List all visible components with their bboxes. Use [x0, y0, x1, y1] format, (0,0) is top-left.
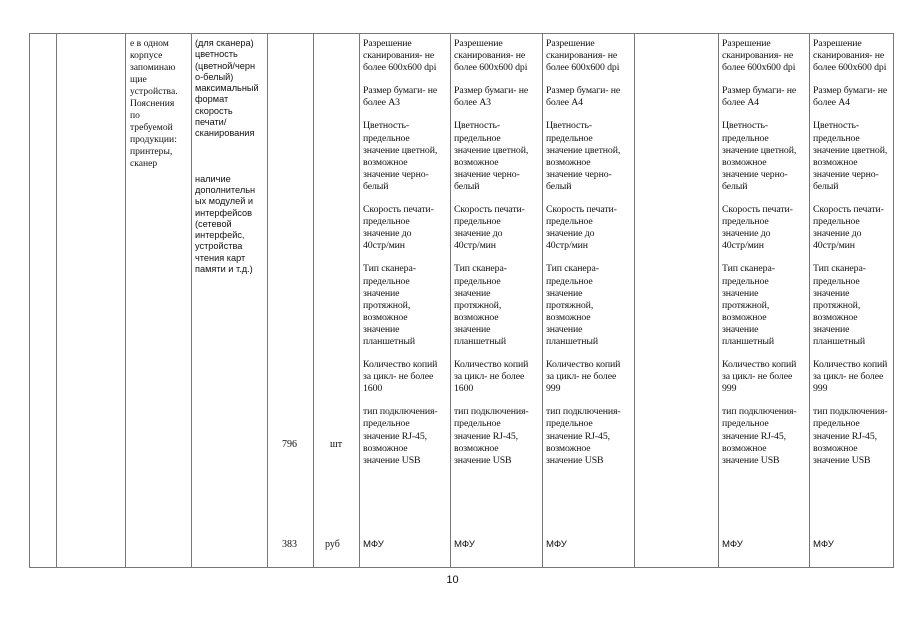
spec-item: Тип сканера- предельное значение протяжной, возможное значение планшетный [454, 263, 507, 347]
spec-item: тип подключения- предельное значение RJ-45, возможное значение USB [363, 406, 438, 466]
spec-item: Разрешение сканирования- не более 600x600 dpi [722, 38, 796, 74]
table-cell-empty [57, 34, 126, 568]
spec-column [810, 34, 894, 568]
spec-item: Размер бумаги- не более А3 [454, 85, 529, 109]
unit-cell [314, 34, 360, 568]
spec-item: Скорость печати- предельное значение до 40стр/мин [454, 204, 525, 252]
product-params-1: (для сканера) цветность (цветной/черн о-белый) максимальный формат скорость печати/ сканирования [195, 38, 259, 139]
spec-product-type: МФУ [454, 539, 475, 550]
spec-item: Скорость печати- предельное значение до 40стр/мин [722, 204, 793, 252]
spec-item: Тип сканера- предельное значение протяжной, возможное значение планшетный [722, 263, 775, 347]
spec-product-type: МФУ [813, 539, 834, 550]
spec-item: тип подключения- предельное значение RJ-45, возможное значение USB [454, 406, 529, 466]
spec-item: Цветность- предельное значение цветной, возможное значение черно- белый [813, 120, 888, 192]
product-description-cell [126, 34, 192, 568]
table-row [30, 34, 894, 568]
spec-product-type: МФУ [546, 539, 567, 550]
spec-column [635, 34, 719, 568]
spec-item: Скорость печати- предельное значение до 40стр/мин [813, 204, 884, 252]
spec-item: Разрешение сканирования- не более 600x600 dpi [363, 38, 437, 74]
spec-item: Количество копий за цикл- не более 999 [546, 359, 621, 395]
spec-item: Цветность- предельное значение цветной, возможное значение черно- белый [454, 120, 529, 192]
okei-code-cell [268, 34, 314, 568]
spec-item: Количество копий за цикл- не более 1600 [454, 359, 529, 395]
spec-item: Цветность- предельное значение цветной, возможное значение черно- белый [363, 120, 438, 192]
okei-code-1: 796 [282, 439, 297, 450]
product-description: е в одном корпусе запоминаю щие устройства. Пояснения по требуемой продукции: принтеры, сканер [130, 38, 178, 169]
specification-table [29, 33, 894, 568]
unit-2: руб [325, 539, 340, 550]
unit-1: шт [330, 439, 343, 450]
spec-item: Разрешение сканирования- не более 600x600 dpi [546, 38, 620, 74]
spec-item: Количество копий за цикл- не более 1600 [363, 359, 438, 395]
spec-product-type: МФУ [363, 539, 384, 550]
spec-column [543, 34, 635, 568]
spec-item: тип подключения- предельное значение RJ-45, возможное значение USB [813, 406, 888, 466]
spec-item: Размер бумаги- не более А4 [813, 85, 888, 109]
spec-item: Тип сканера- предельное значение протяжной, возможное значение планшетный [813, 263, 866, 347]
okei-code-2: 383 [282, 539, 297, 550]
spec-item: Размер бумаги- не более А4 [546, 85, 621, 109]
spec-product-type: МФУ [722, 539, 743, 550]
spec-item: Количество копий за цикл- не более 999 [722, 359, 797, 395]
spec-item: Цветность- предельное значение цветной, возможное значение черно- белый [546, 120, 621, 192]
spec-item: тип подключения- предельное значение RJ-45, возможное значение USB [722, 406, 797, 466]
spec-item: Количество копий за цикл- не более 999 [813, 359, 888, 395]
product-params-cell [192, 34, 268, 568]
product-params-2: наличие дополнительн ых модулей и интерфейсов (сетевой интерфейс, устройства чтения карт памяти и т.д.) [195, 173, 256, 275]
spec-column [719, 34, 810, 568]
spec-item: тип подключения- предельное значение RJ-45, возможное значение USB [546, 406, 621, 466]
spec-column [451, 34, 543, 568]
spec-item: Размер бумаги- не более А4 [722, 85, 797, 109]
spec-item: Скорость печати- предельное значение до 40стр/мин [546, 204, 617, 252]
spec-item: Скорость печати- предельное значение до 40стр/мин [363, 204, 434, 252]
table-cell-empty [30, 34, 57, 568]
spec-item: Тип сканера- предельное значение протяжной, возможное значение планшетный [546, 263, 599, 347]
spec-item: Разрешение сканирования- не более 600x600 dpi [454, 38, 528, 74]
spec-column [360, 34, 451, 568]
spec-item: Цветность- предельное значение цветной, возможное значение черно- белый [722, 120, 797, 192]
spec-item: Разрешение сканирования- не более 600x600 dpi [813, 38, 887, 74]
spec-item: Размер бумаги- не более А3 [363, 85, 438, 109]
spec-item: Тип сканера- предельное значение протяжной, возможное значение планшетный [363, 263, 416, 347]
page-number: 10 [446, 574, 459, 586]
